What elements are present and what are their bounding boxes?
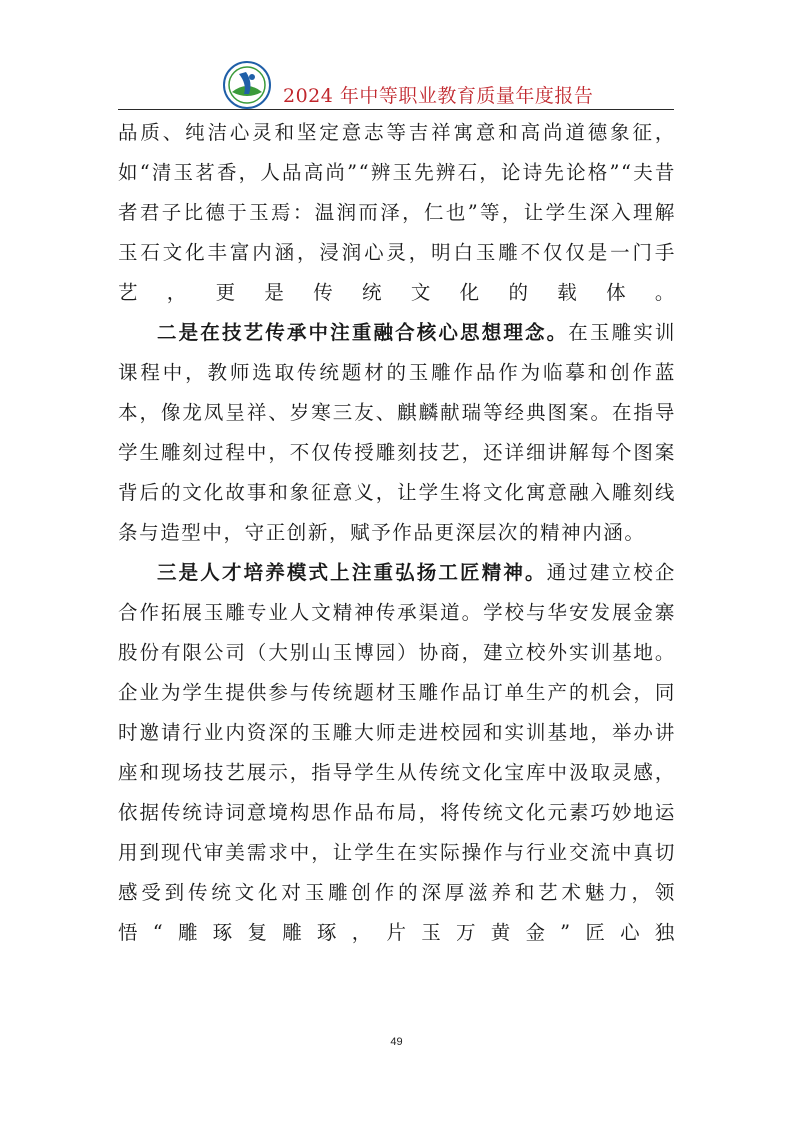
page-number: 49 — [390, 1036, 403, 1048]
page-header — [118, 52, 674, 114]
paragraph-3 — [118, 553, 676, 953]
school-emblem-icon — [222, 60, 272, 110]
paragraph-3-heading: 三是人才培养模式上注重弘扬工匠精神。 — [157, 561, 547, 584]
paragraph-2-heading: 二是在技艺传承中注重融合核心思想理念。 — [157, 321, 569, 344]
paragraph-2 — [118, 313, 676, 553]
paragraph-2-text: 在玉雕实训课程中，教师选取传统题材的玉雕作品作为临摹和创作蓝本，像龙凤呈祥、岁寒三友、麒麟献瑞等经典图案。在指导学生雕刻过程中，不仅传授雕刻技艺，还详细讲解每个图案背后的文化故事和象征意义，让学生将文化寓意融入雕刻线条与造型中，守正创新，赋予作品更深层次的精神内涵。 — [118, 321, 676, 544]
report-title: 2024 年中等职业教育质量年度报告 — [283, 85, 594, 107]
paragraph-1 — [118, 113, 676, 313]
paragraph-1-text: 品质、纯洁心灵和坚定意志等吉祥寓意和高尚道德象征，如“清玉茗香，人品高尚”“辨玉先辨石，论诗先论格”“夫昔者君子比德于玉焉：温润而泽，仁也”等，让学生深入理解玉石文化丰富内涵，浸润心灵，明白玉雕不仅仅是一门手艺，更是传统文化的载体。 — [118, 121, 676, 304]
paragraph-3-text: 通过建立校企合作拓展玉雕专业人文精神传承渠道。学校与华安发展金寨股份有限公司（大别山玉博园）协商，建立校外实训基地。企业为学生提供参与传统题材玉雕作品订单生产的机会，同时邀请行业内资深的玉雕大师走进校园和实训基地，举办讲座和现场技艺展示，指导学生从传统文化宝库中汲取灵感，依据传统诗词意境构思作品布局，将传统文化元素巧妙地运用到现代审美需求中，让学生在实际操作与行业交流中真切感受到传统文化对玉雕创作的深厚滋养和艺术魅力，领悟“雕琢复雕琢，片玉万黄金”匠心独 — [118, 561, 676, 944]
header-divider — [118, 109, 674, 110]
body-text — [118, 113, 676, 953]
